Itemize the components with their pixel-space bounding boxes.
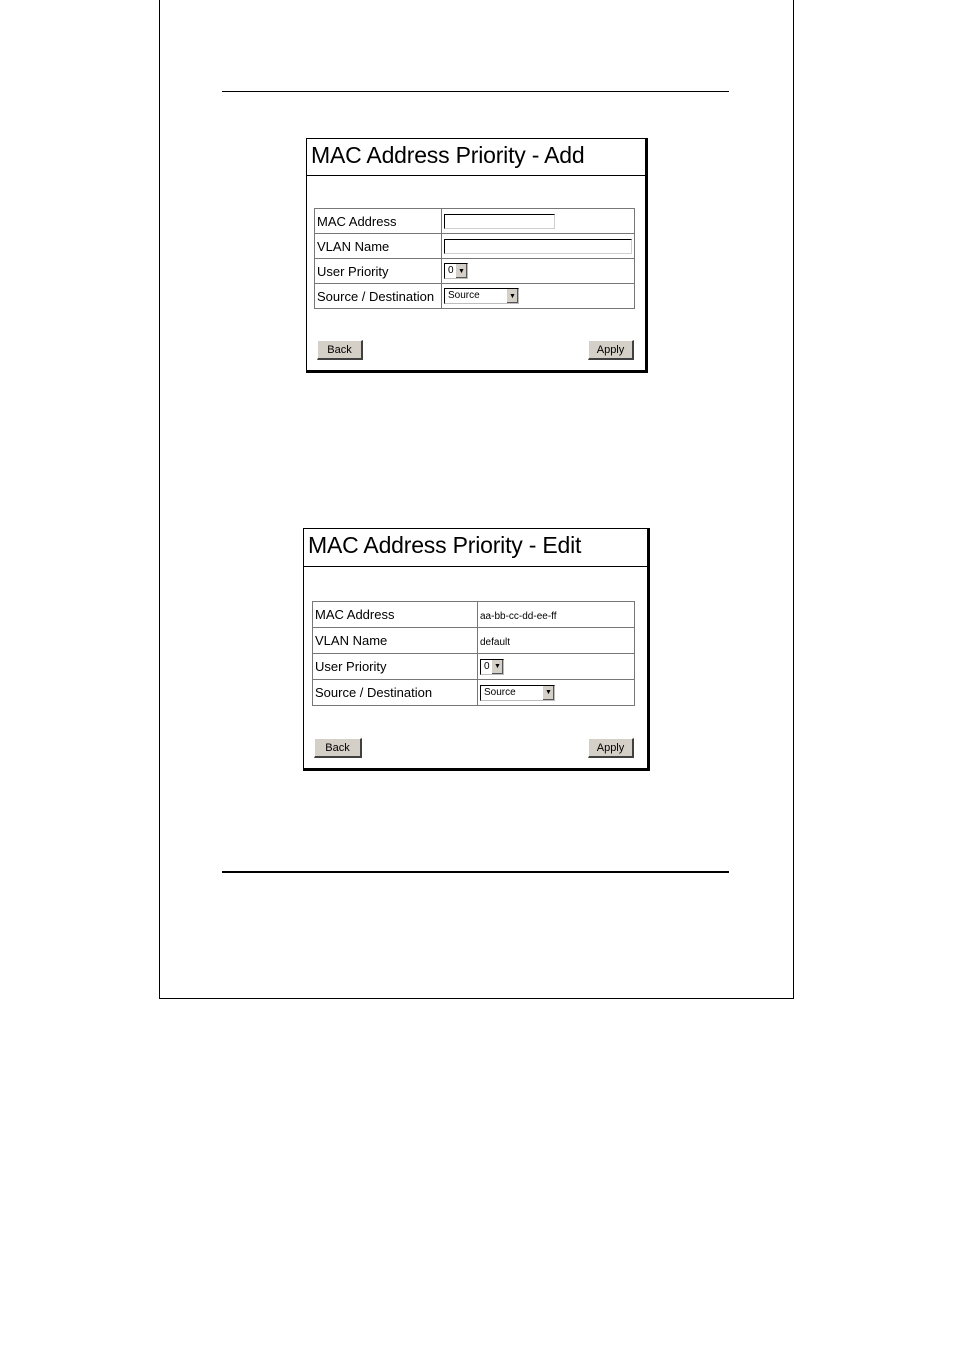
user-priority-value: 0 [448, 265, 454, 277]
add-title-divider [307, 175, 645, 176]
table-row [315, 234, 635, 259]
add-back-button[interactable]: Back [317, 340, 363, 360]
table-row [315, 209, 635, 234]
edit-apply-button[interactable]: Apply [588, 738, 634, 758]
source-destination-cell [442, 284, 635, 309]
table-row [313, 628, 635, 654]
user-priority-cell [442, 259, 635, 284]
source-destination-value: Source [448, 290, 480, 302]
user-priority-cell [478, 654, 635, 680]
vlan-name-cell [442, 234, 635, 259]
table-row [315, 284, 635, 309]
edit-title-divider [304, 566, 647, 567]
source-destination-cell [478, 680, 635, 706]
mac-address-label: MAC Address [315, 209, 442, 234]
add-form-table [314, 208, 635, 309]
table-row [313, 680, 635, 706]
source-destination-value: Source [484, 686, 516, 698]
table-row [313, 654, 635, 680]
user-priority-value: 0 [484, 660, 490, 672]
mac-address-label: MAC Address [313, 602, 478, 628]
header-rule [222, 91, 729, 92]
mac-priority-add-panel [306, 138, 648, 373]
chevron-down-icon[interactable]: ▼ [506, 289, 518, 303]
add-apply-button[interactable]: Apply [588, 340, 634, 360]
user-priority-select[interactable] [480, 659, 504, 675]
chevron-down-icon[interactable]: ▼ [491, 660, 503, 674]
source-destination-label: Source / Destination [313, 680, 478, 706]
table-row [313, 602, 635, 628]
footer-rule [222, 871, 729, 873]
mac-address-value: aa-bb-cc-dd-ee-ff [480, 611, 557, 622]
vlan-name-label: VLAN Name [315, 234, 442, 259]
mac-address-cell [442, 209, 635, 234]
chevron-down-icon[interactable]: ▼ [455, 264, 467, 278]
mac-address-cell [478, 602, 635, 628]
edit-panel-title: MAC Address Priority - Edit [308, 532, 582, 558]
user-priority-select[interactable] [444, 263, 468, 279]
edit-form-table [312, 601, 635, 706]
source-destination-select[interactable] [480, 685, 555, 701]
chevron-down-icon[interactable]: ▼ [542, 686, 554, 700]
source-destination-label: Source / Destination [315, 284, 442, 309]
vlan-name-value: default [480, 637, 511, 648]
mac-address-input[interactable] [444, 214, 555, 229]
vlan-name-label: VLAN Name [313, 628, 478, 654]
user-priority-label: User Priority [315, 259, 442, 284]
vlan-name-input[interactable] [444, 239, 632, 254]
edit-back-button[interactable]: Back [314, 738, 362, 758]
add-panel-title: MAC Address Priority - Add [311, 142, 585, 168]
user-priority-label: User Priority [313, 654, 478, 680]
mac-priority-edit-panel [303, 528, 650, 771]
vlan-name-cell [478, 628, 635, 654]
table-row [315, 259, 635, 284]
source-destination-select[interactable] [444, 288, 519, 304]
